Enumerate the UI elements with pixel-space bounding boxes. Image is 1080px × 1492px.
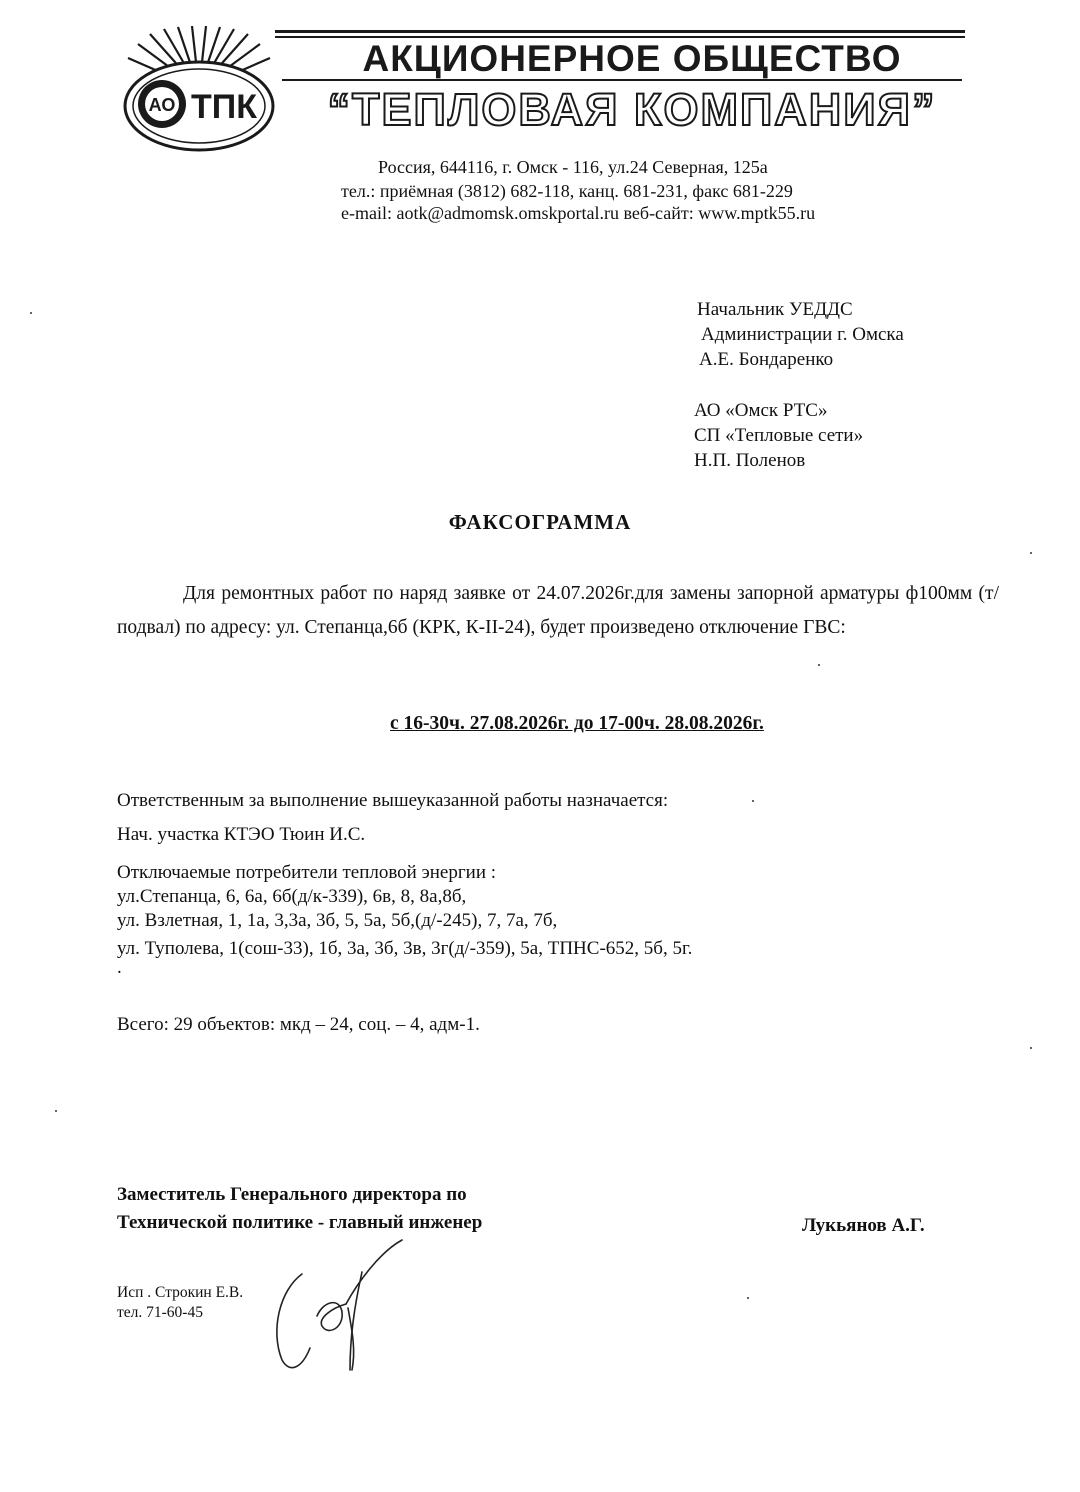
scan-speck [30, 312, 32, 314]
company-address: Россия, 644116, г. Омск - 116, ул.24 Северная, 125а [378, 157, 768, 177]
scan-speck [818, 664, 820, 666]
recipient-1-line-3: А.Е. Бондаренко [699, 349, 834, 370]
shutdown-period: с 16-30ч. 27.08.2026г. до 17-00ч. 28.08.2026г. [390, 713, 764, 734]
totals-line: Всего: 29 объектов: мкд – 24, соц. – 4, адм-1. [117, 1014, 480, 1035]
consumers-title: Отключаемые потребители тепловой энергии : [117, 862, 497, 883]
company-phones: тел.: приёмная (3812) 682-118, канц. 681-231, факс 681-229 [341, 181, 793, 201]
main-paragraph: Для ремонтных работ по наряд заявке от 24.07.2026г.для замены запорной арматуры ф100мм (т/подвал) по адресу: ул. Степанца,6б (КРК, К-II-24), будет произведено отключение ГВС: [117, 583, 999, 638]
executor-name: Исп . Строкин Е.В. [117, 1284, 244, 1301]
org-name-line-1: АКЦИОНЕРНОЕ ОБЩЕСТВО [362, 38, 902, 79]
letterhead-rule [282, 79, 962, 81]
executor-phone: тел. 71-60-45 [117, 1304, 203, 1321]
handwritten-signature [262, 1238, 412, 1378]
consumer-list-item: ул.Степанца, 6, 6а, 6б(д/к-339), 6в, 8, 8а,8б, [117, 886, 467, 907]
scan-speck [55, 1110, 57, 1112]
company-email-website: e-mail: aotk@admomsk.omskportal.ru веб-сайт: www.mptk55.ru [341, 203, 816, 223]
signer-title-line-1: Заместитель Генерального директора по [117, 1184, 467, 1205]
svg-text:АО: АО [148, 95, 176, 115]
consumer-list-item: ул. Взлетная, 1, 1а, 3,3а, 3б, 5, 5а, 5б,(д/-245), 7, 7а, 7б, [117, 910, 558, 931]
scan-speck [752, 800, 754, 802]
recipient-1-line-1: Начальник УЕДДС [697, 299, 853, 320]
recipient-2-line-1: АО «Омск РТС» [694, 400, 828, 421]
document-title: ФАКСОГРАММА [448, 510, 632, 534]
signer-name: Лукьянов А.Г. [802, 1215, 925, 1236]
stray-mark: . [117, 957, 122, 978]
recipient-2-line-3: Н.П. Поленов [694, 450, 806, 471]
recipient-2-line-2: СП «Тепловые сети» [694, 425, 864, 446]
responsible-label: Ответственным за выполнение вышеуказанной работы назначается: [117, 790, 669, 811]
svg-text:ТПК: ТПК [191, 88, 257, 126]
scan-speck [1030, 552, 1032, 554]
recipient-1-line-2: Администрации г. Омска [701, 324, 904, 345]
org-name-line-2: “ТЕПЛОВАЯ КОМПАНИЯ” [327, 84, 937, 135]
consumer-list-item: ул. Туполева, 1(сош-33), 1б, 3а, 3б, 3в, 3г(д/-359), 5а, ТПНС-652, 5б, 5г. [117, 938, 693, 959]
scan-speck [1030, 1047, 1032, 1049]
responsible-person: Нач. участка КТЭО Тюин И.С. [117, 824, 366, 845]
letterhead-rule [275, 30, 965, 33]
company-logo [120, 26, 278, 152]
signer-title-line-2: Технической политике - главный инженер [117, 1212, 483, 1233]
scan-speck [747, 1297, 749, 1299]
